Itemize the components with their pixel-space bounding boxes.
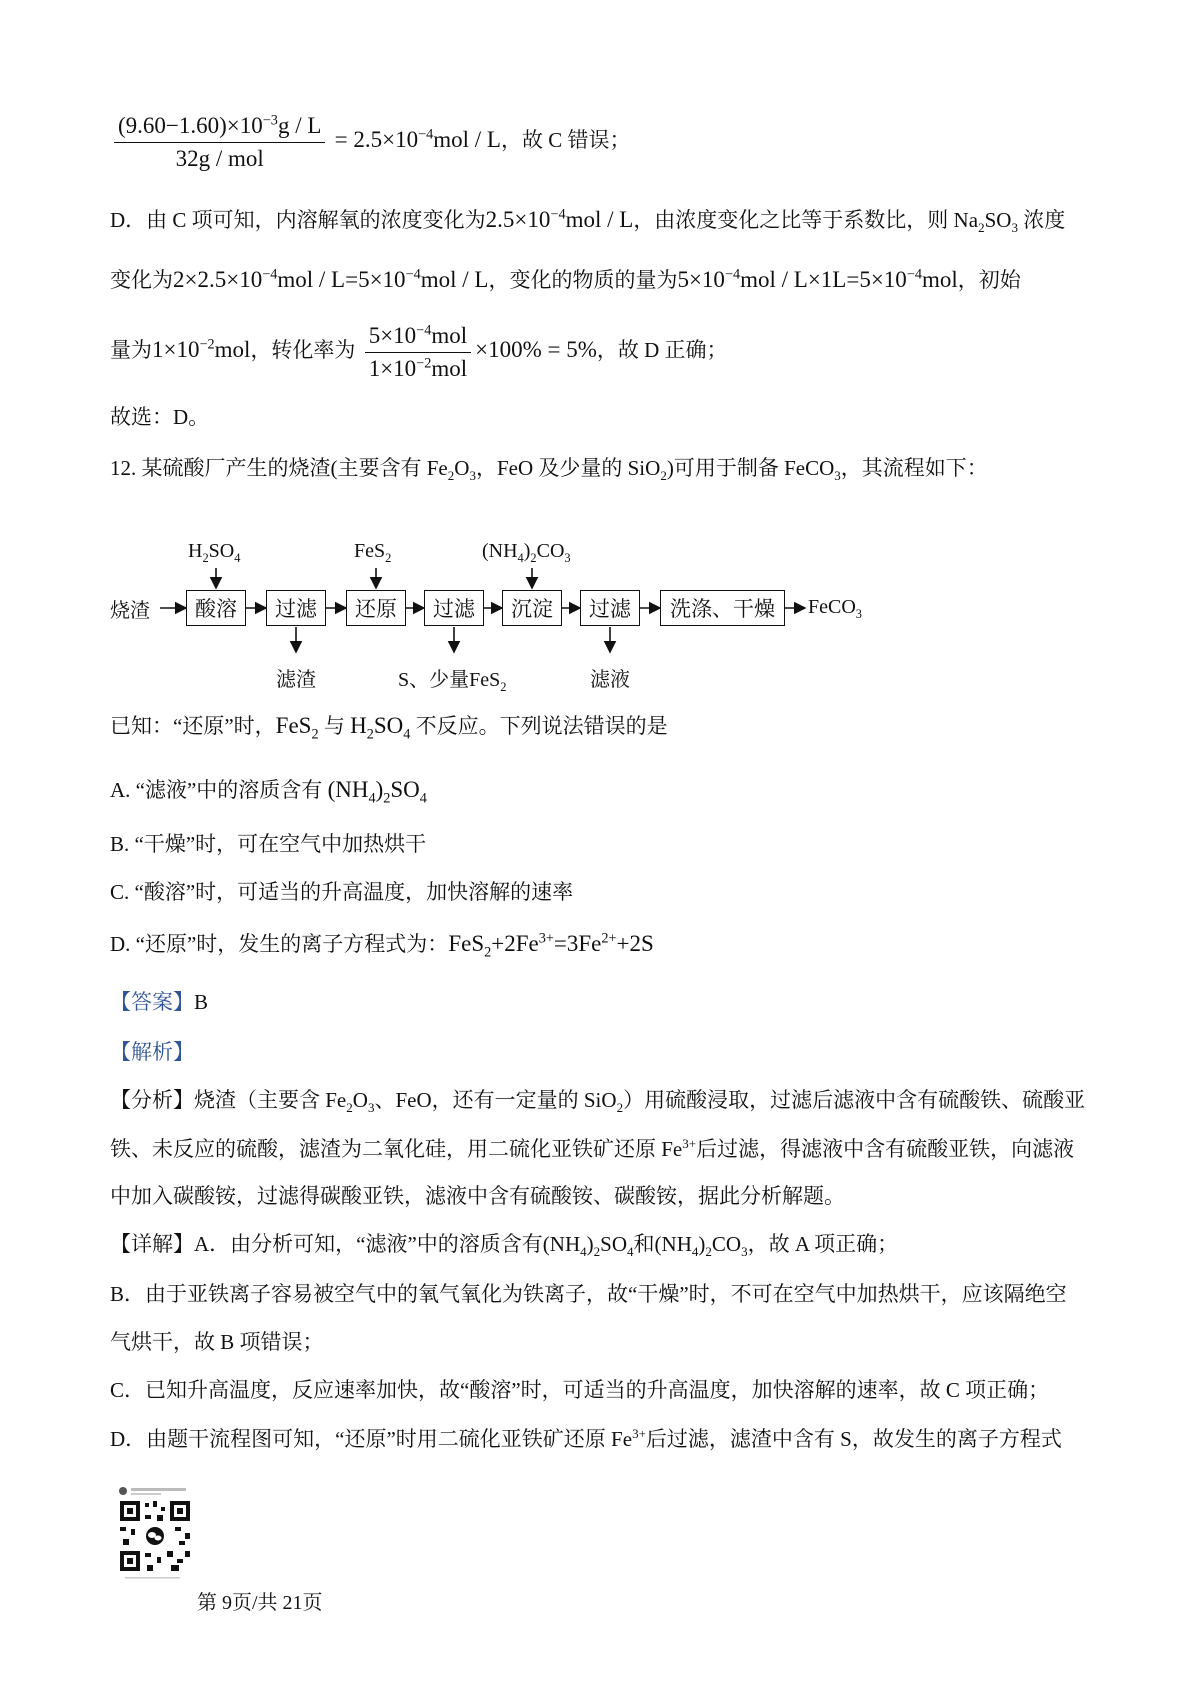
detail-para-c: C．已知升高温度，反应速率加快，故“酸溶”时，可适当的升高温度，加快溶解的速率，故 C 项正确；: [110, 1378, 1050, 1402]
known-condition: 已知：“还原”时，FeS$_2$ 与 $H_2SO_4$ 不反应。下列说法错误的是: [110, 713, 668, 743]
fraction-conversion: $\frac{5\times 10^{-4}mol}{1\times 10^{-2}mol}$: [365, 322, 471, 382]
detail-para-a: 【详解】A．由分析可知，“滤液”中的溶质含有$(NH_4)_2SO_4$和$(NH_4)_2CO_3$，故 A 项正确；: [110, 1232, 899, 1260]
detail-para-b1: B．由于亚铁离子容易被空气中的氧气氧化为铁离子，故“干燥”时，不可在空气中加热烘干，应该隔绝空: [110, 1282, 1067, 1306]
flow-end-label: FeCO$_3$: [808, 596, 862, 621]
flow-box-reduce: 还原: [346, 590, 406, 626]
flow-start-label: 烧渣: [110, 600, 150, 622]
flow-output-filtrate: 滤液: [590, 669, 630, 691]
fraction: $\frac{(9.60-1.60)\times 10^{-3}g / L}{\text{32g / mol}}$: [114, 112, 325, 172]
text-line-5: 故选：D。: [110, 405, 210, 429]
option-b: B. “干燥”时，可在空气中加热烘干: [110, 832, 427, 856]
flow-input-h2so4: $H_2SO_4$: [188, 540, 241, 565]
option-c: C. “酸溶”时，可适当的升高温度，加快溶解的速率: [110, 880, 574, 904]
option-a: A. “滤液”中的溶质含有 $(NH_4)_2SO_4$: [110, 777, 427, 807]
flow-box-wash-dry: 洗涤、干燥: [660, 590, 785, 626]
formula-line-1: $\frac{(9.60-1.60)\times 10^{-3}g / L}{\text{32g / mol}}$ = $2.5\times 10^{-4}mol / L$，故 C 错误；: [110, 112, 631, 172]
detail-para-d: D．由题干流程图可知，“还原”时用二硫化亚铁矿还原 $Fe^{3+}$后过滤，滤渣中含有 S，故发生的离子方程式: [110, 1426, 1062, 1451]
flow-box-precipitate: 沉淀: [502, 590, 562, 626]
analysis-heading: 【解析】: [110, 1040, 194, 1064]
flow-input-fes2: FeS$_2$: [354, 540, 392, 565]
analysis-para-1: 【分析】烧渣（主要含 $Fe_2O_3$、FeO，还有一定量的 SiO$_2$）用硫酸浸取，过滤后滤液中含有硫酸铁、硫酸亚: [110, 1088, 1086, 1116]
flow-output-s-fes2: S、少量FeS$_2$: [398, 669, 507, 694]
text-line-3: 变化为$2\times 2.5\times 10^{-4}mol / L=5\times 10^{-4}mol / L$，变化的物质的量为$5\times 10^{-4}mol / L\times 1L=5\times 10^{-4}mol$，初始: [110, 266, 1021, 292]
flow-box-filter-3: 过滤: [580, 590, 640, 626]
qr-code-icon: [115, 1485, 195, 1580]
answer-line: 【答案】B: [110, 990, 209, 1014]
text-line-2: D．由 C 项可知，内溶解氧的浓度变化为$2.5\times 10^{-4}mol / L$，由浓度变化之比等于系数比，则 $Na_2SO_3$ 浓度: [110, 206, 1066, 236]
flow-box-acid-dissolve: 酸溶: [186, 590, 246, 626]
flow-box-filter-2: 过滤: [424, 590, 484, 626]
text-line-4: 量为$1\times 10^{-2}mol$，转化率为 $\frac{5\times 10^{-4}mol}{1\times 10^{-2}mol}$ ×100% = 5%，故 D 正确；: [110, 322, 728, 381]
detail-para-b2: 气烘干，故 B 项错误；: [110, 1330, 324, 1354]
question-12: 12. 某硫酸厂产生的烧渣(主要含有 $Fe_2O_3$，FeO 及少量的 SiO$_2$)可用于制备 FeCO$_3$，其流程如下：: [110, 456, 988, 484]
flow-box-filter-1: 过滤: [266, 590, 326, 626]
option-d: D. “还原”时，发生的离子方程式为：$FeS_2+2Fe^{3+}=3Fe^{2+}+2S$: [110, 930, 654, 961]
analysis-para-3: 中加入碳酸铵，过滤得碳酸亚铁，滤液中含有硫酸铵、碳酸铵，据此分析解题。: [110, 1184, 845, 1208]
flow-input-nh4-2co3: $(NH_4)_2CO_3$: [482, 540, 571, 565]
analysis-para-2: 铁、未反应的硫酸，滤渣为二氧化硅，用二硫化亚铁矿还原 $Fe^{3+}$后过滤，得滤液中含有硫酸亚铁，向滤液: [110, 1136, 1075, 1161]
flow-output-residue: 滤渣: [276, 669, 316, 691]
page-footer: 第 9页/共 21页: [197, 1592, 323, 1614]
